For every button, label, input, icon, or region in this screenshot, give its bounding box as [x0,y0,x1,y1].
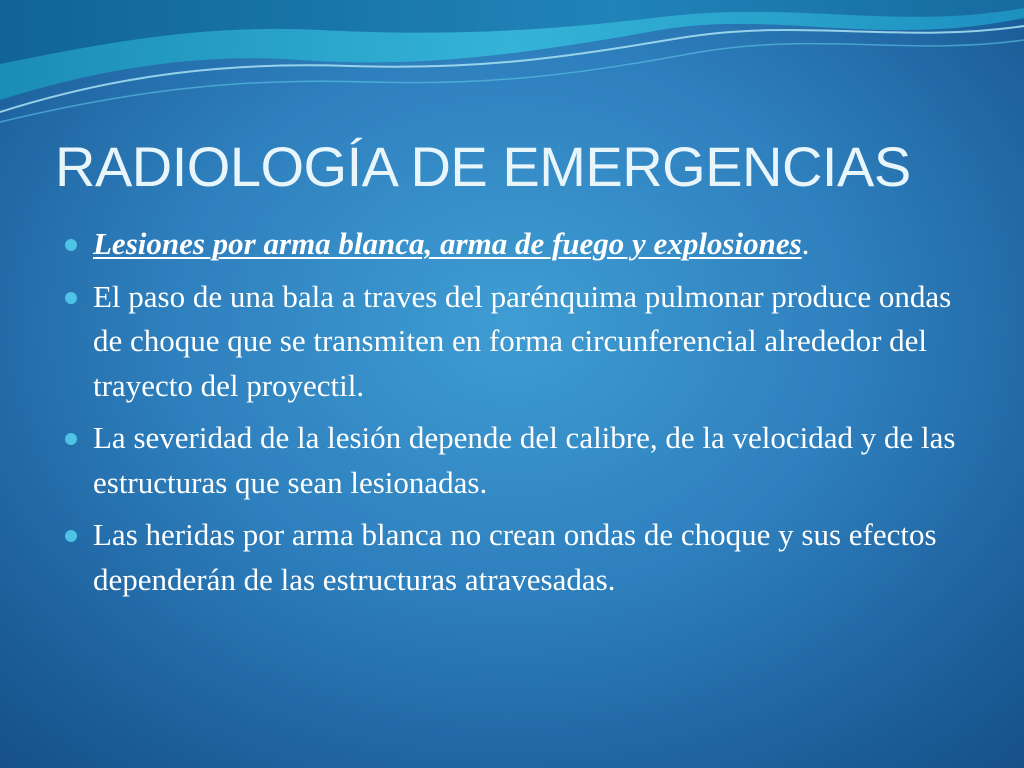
bullet-text: El paso de una bala a traves del parénquima pulmonar produce ondas de choque que se transmiten en forma circunferencial alrededor del trayecto del proyectil. [93,278,952,403]
bullet-item [60,416,980,505]
bullet-item [60,222,980,267]
slide-title: RADIOLOGÍA DE EMERGENCIAS [55,135,911,198]
bullet-item [60,275,980,409]
bullet-list [60,222,980,610]
wave-decoration [0,0,1024,130]
circle-bullet-icon [65,292,77,304]
bullet-item [60,513,980,602]
bullet-text: La severidad de la lesión depende del calibre, de la velocidad y de las estructuras que sean lesionadas. [93,420,956,500]
bullet-text: . [801,226,810,261]
circle-bullet-icon [65,530,77,542]
circle-bullet-icon [65,433,77,445]
bullet-text: Las heridas por arma blanca no crean ondas de choque y sus efectos dependerán de las estructuras atravesadas. [93,517,937,597]
circle-bullet-icon [65,239,77,251]
bullet-emphasis: Lesiones por arma blanca, arma de fuego y explosiones [93,226,802,261]
